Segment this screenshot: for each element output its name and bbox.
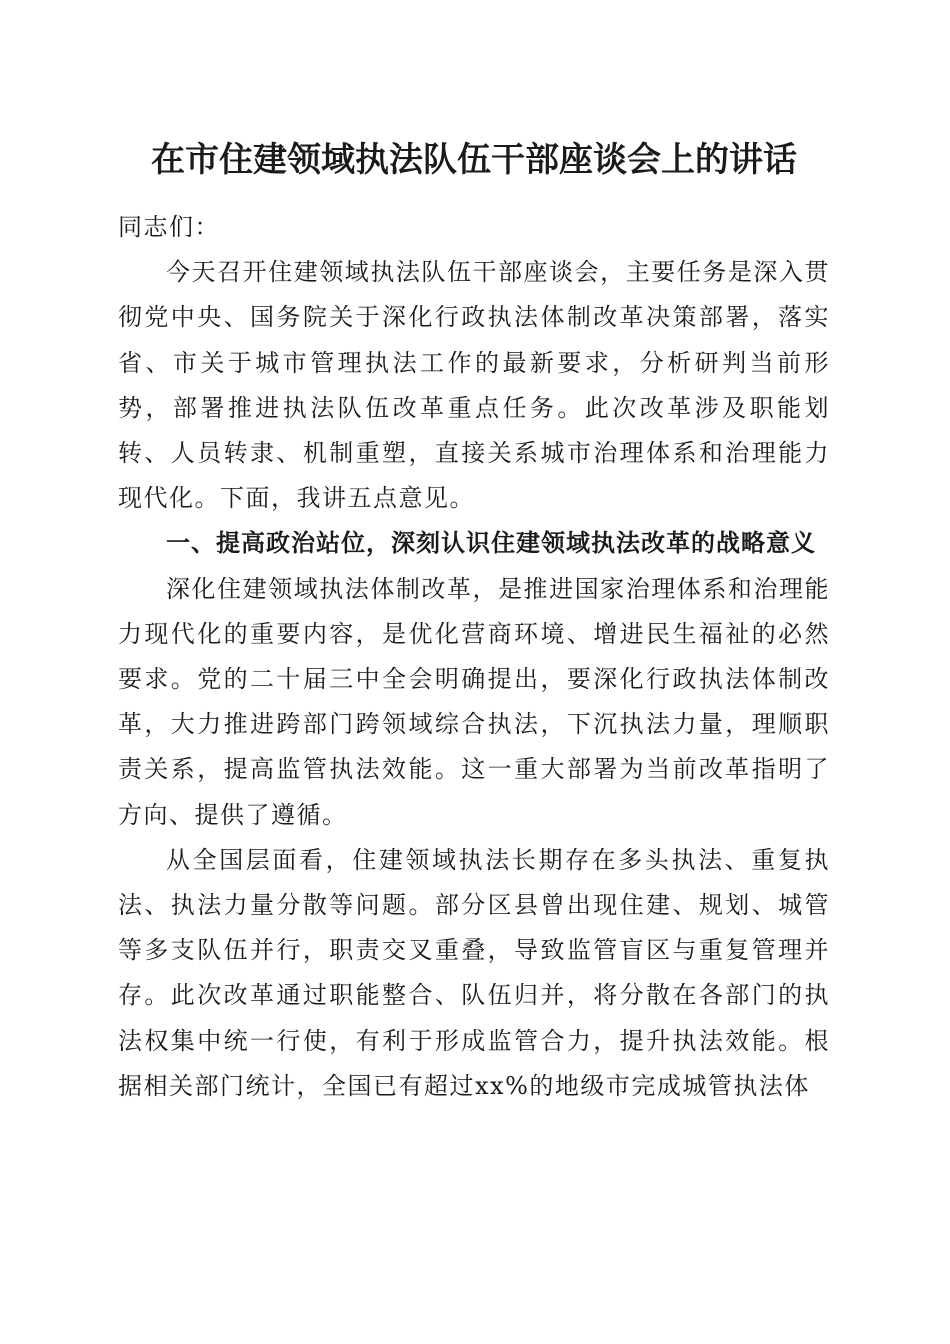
document-body <box>118 205 830 1109</box>
intro-paragraph: 今天召开住建领域执法队伍干部座谈会，主要任务是深入贯彻党中央、国务院关于深化行政执法体制改革决策部署，落实省、市关于城市管理执法工作的最新要求，分析研判当前形势，部署推进执法队伍改革重点任务。此次改革涉及职能划转、人员转隶、机制重塑，直接关系城市治理体系和治理能力现代化。下面，我讲五点意见。 <box>118 258 830 513</box>
salutation: 同志们： <box>118 213 220 241</box>
document-title: 在市住建领域执法队伍干部座谈会上的讲话 <box>151 140 797 180</box>
section-1-paragraph-2: 从全国层面看，住建领域执法长期存在多头执法、重复执法、执法力量分散等问题。部分区县曾出现住建、规划、城管等多支队伍并行，职责交叉重叠，导致监管盲区与重复管理并存。此次改革通过职能整合、队伍归并，将分散在各部门的执法权集中统一行使，有利于形成监管合力，提升执法效能。根据相关部门统计，全国已有超过xx%的地级市完成城管执法体 <box>118 845 830 1100</box>
section-1-paragraph-1: 深化住建领域执法体制改革，是推进国家治理体系和治理能力现代化的重要内容，是优化营商环境、增进民生福祉的必然要求。党的二十届三中全会明确提出，要深化行政执法体制改革，大力推进跨部门跨领域综合执法，下沉执法力量，理顺职责关系，提高监管执法效能。这一重大部署为当前改革指明了方向、提供了遵循。 <box>118 574 830 829</box>
section-heading-1: 一、提高政治站位，深刻认识住建领域执法改革的战略意义 <box>166 529 816 558</box>
